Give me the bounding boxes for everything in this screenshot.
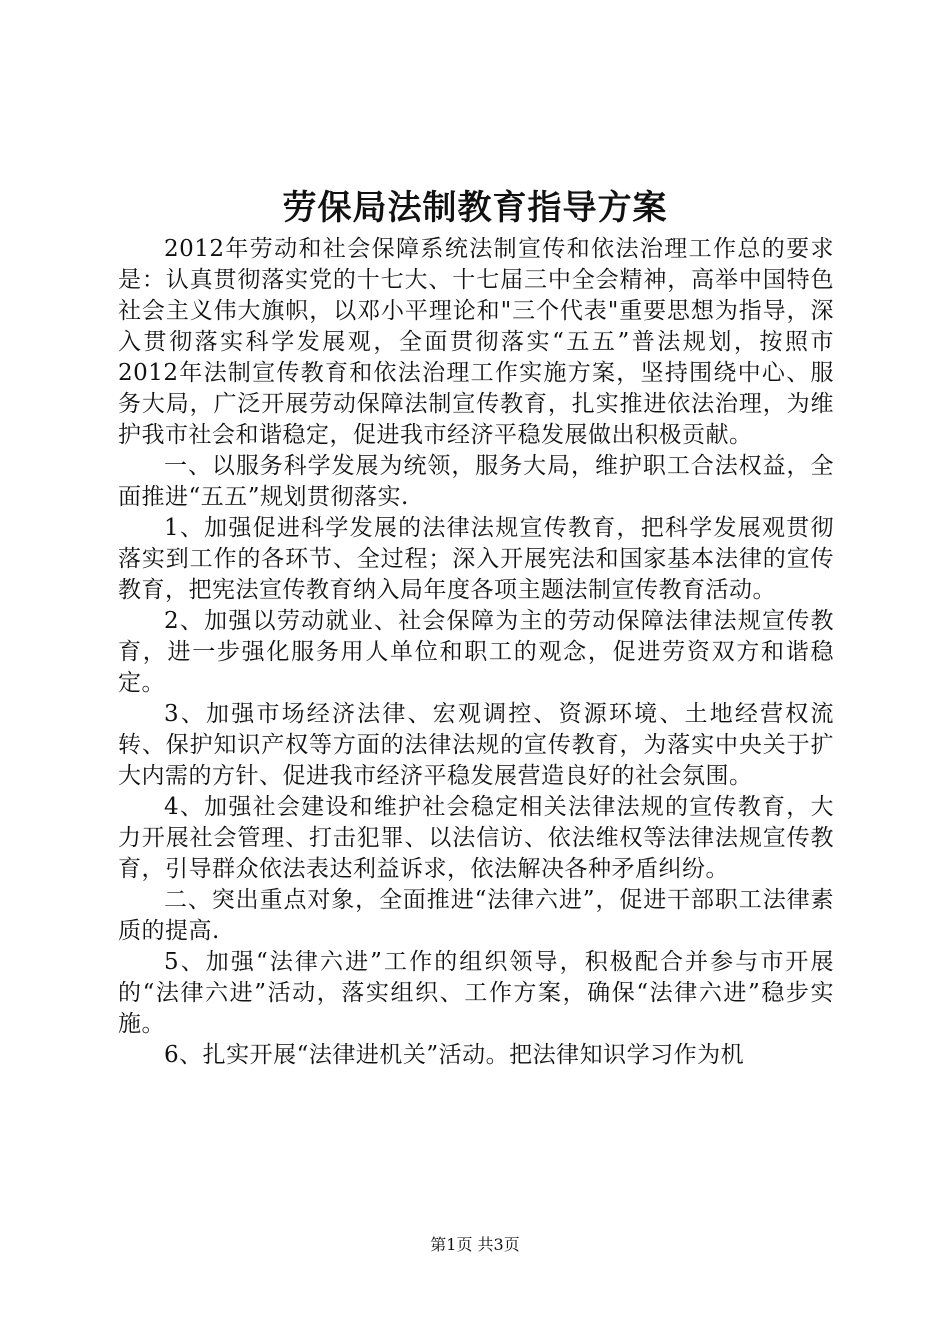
section-heading-1: 一、以服务科学发展为统领，服务大局，维护职工合法权益，全面推进“五五”规划贯彻落实. — [118, 453, 834, 510]
list-item-3: 3、加强市场经济法律、宏观调控、资源环境、土地经营权流转、保护知识产权等方面的法律法规的宣传教育，为落实中央关于扩大内需的方针、促进我市经济平稳发展营造良好的社会氛围。 — [118, 701, 834, 789]
list-item-1: 1、加强促进科学发展的法律法规宣传教育，把科学发展观贯彻落实到工作的各环节、全过程；深入开展宪法和国家基本法律的宣传教育，把宪法宣传教育纳入局年度各项主题法制宣传教育活动。 — [118, 515, 834, 603]
list-item-5: 5、加强“法律六进”工作的组织领导，积极配合并参与市开展的“法律六进”活动，落实组织、工作方案，确保“法律六进”稳步实施。 — [118, 949, 834, 1037]
page-footer: 第1页 共3页 — [430, 1235, 520, 1254]
list-item-2: 2、加强以劳动就业、社会保障为主的劳动保障法律法规宣传教育，进一步强化服务用人单位和职工的观念，促进劳资双方和谐稳定。 — [118, 608, 834, 696]
document-body — [118, 234, 834, 1071]
list-item-6: 6、扎实开展“法律进机关”活动。把法律知识学习作为机 — [164, 1042, 745, 1068]
document-title: 劳保局法制教育指导方案 — [282, 188, 668, 228]
paragraph-intro: 2012年劳动和社会保障系统法制宣传和依法治理工作总的要求是：认真贯彻落实党的十七大、十七届三中全会精神，高举中国特色社会主义伟大旗帜，以邓小平理论和"三个代表"重要思想为指导，深入贯彻落实科学发展观，全面贯彻落实“五五”普法规划，按照市2012年法制宣传教育和依法治理工作实施方案，坚持围绕中心、服务大局，广泛开展劳动保障法制宣传教育，扎实推进依法治理，为维护我市社会和谐稳定，促进我市经济平稳发展做出积极贡献。 — [118, 236, 834, 448]
section-heading-2: 二、突出重点对象，全面推进“法律六进”，促进干部职工法律素质的提高. — [118, 887, 834, 944]
list-item-4: 4、加强社会建设和维护社会稳定相关法律法规的宣传教育，大力开展社会管理、打击犯罪、以法信访、依法维权等法律法规宣传教育，引导群众依法表达利益诉求，依法解决各种矛盾纠纷。 — [118, 794, 834, 882]
